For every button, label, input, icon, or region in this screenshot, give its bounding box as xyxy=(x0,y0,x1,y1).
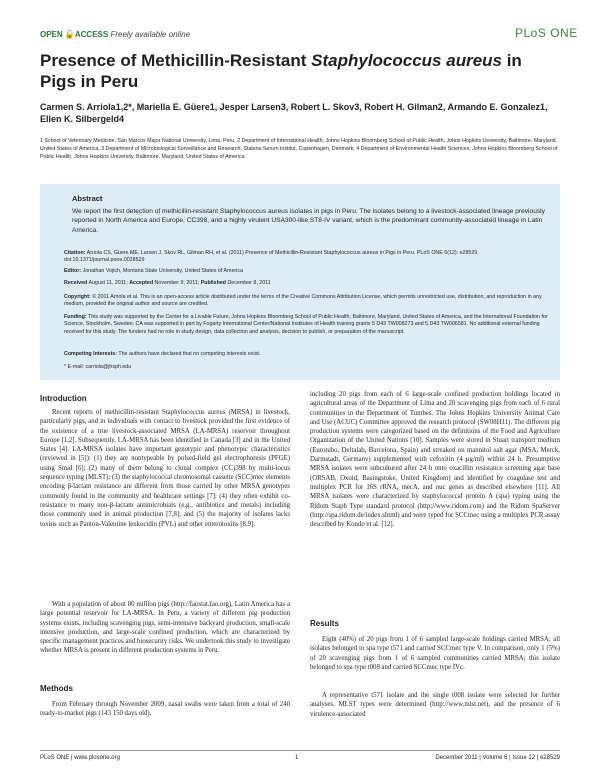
introduction-heading: Introduction xyxy=(40,394,87,403)
footer-issue: December 2011 | Volume 6 | Issue 12 | e28529 xyxy=(435,755,560,761)
journal-logo: PLoS ONE xyxy=(515,26,578,40)
results-paragraph-2: A representative t571 isolate and the single t008 isolate were selected for further analyses. MLST types were determined (http://www.mlst.net), and the presence of 6 virulence-associated xyxy=(310,692,560,718)
footer-divider xyxy=(40,750,560,751)
email[interactable]: * E-mail: carriola@jhsph.edu xyxy=(64,364,132,370)
methods-heading: Methods xyxy=(40,684,73,693)
affiliations: 1 School of Veterinary Medicine, San Marcos Major National University, Lima, Peru, 2 Department of International Health, Johns Hopkins Bloomberg School of Public Health, Johns Hopkins University, Baltimore, Maryland, United States of America, 3 Department of Microbiological Surveillance and Research, Statens Serum Institut, Copenhagen, Denmark, 4 Department of Environmental Health Sciences, Johns Hopkins Bloomberg School of Public Health, Johns Hopkins University, Baltimore, Maryland, United States of America xyxy=(40,138,558,160)
methods-paragraph-1: From February through November 2009, nasal swabs were taken from a total of 240 ready-to-market pigs (143 150 days old), xyxy=(40,701,290,718)
intro-paragraph-2: With a population of about 80 million pigs (http://faostat.fao.org), Latin America has a large potential reservoir for LA-MRSA. In Peru, a variety of different pig production systems exists, including scavenging pigs, semi-intensive backyard production, small-scale intensive production, and large-scale confined production, which are characterized by specific management practices and biosecurity risks. We undertook this study to investigate whether MRSA is present in different production systems in Peru. xyxy=(40,601,290,655)
results-paragraph-1: Eight (40%) of 20 pigs from 1 of 6 sampled large-scale holdings carried MRSA; all isolates belonged to spa type t571 and carried SCCmec type V. In comparison, only 1 (5%) of 20 scavenging pigs from 1 of 6 sampled communities carried MRSA; this isolate belonged to spa type t008 and carried SCCmec type IVc. xyxy=(310,636,560,671)
methods-paragraph-2: including 20 pigs from each of 6 large-scale confined production holdings located in agricultural areas of the Department of Lima and 20 scavenging pigs from each of 6 rural communities in the Department of Tumbes. The Johns Hopkins University Animal Care and Use (ACUC) Committee approved the research protocol (SW08H11). The different pig production systems were categorized based on the definitions of the Food and Agriculture Organization of the United Nations [10]. Samples were stored in Stuart transport medium (Eurotubo, Deltalab, Barcelona, Spain) and streaked on mannitol salt agar (MSA, Merck, Darmstadt, Germany) supplemented with cefoxitin (4 μg/ml) within 24 h. Presumptive MRSA isolates were subcultured after 24 h onto oxacillin resistance screening agar base (ORSAB, Oxoid, Basingstoke, United Kingdom) and identified by coagulase test and multiplex PCR for 16S rRNA, mecA, and nuc genes as described elsewhere [11]. All MRSA isolates were characterized by staphylococcal protein A (spa) typing using the Ridom Staph Type standard protocol (http://www.ridom.com) and the Ridom SpaServer (http://spa.ridom.de/index.shtml) and were typed for SCCmec using a multiplex PCR assay described by Kondo et al. [12]. xyxy=(310,391,560,529)
page-footer xyxy=(40,755,560,761)
author-list: Carmen S. Arriola1,2*, Mariella E. Güere1, Jesper Larsen3, Robert L. Skov3, Robert H. Gilman2, Armando E. Gonzalez1, Ellen K. Silbergeld4 xyxy=(40,102,548,124)
open-access-badge: OPEN 🔓ACCESS Freely available online xyxy=(40,30,191,39)
competing-interests: Competing Interests: The authors have declared that no competing interests exist. xyxy=(64,351,261,357)
editor: Editor: Jonathan Vojich, Montana State University, United States of America xyxy=(64,268,243,274)
funding: Funding: This study was supported by the Center for a Livable Future, Johns Hopkins Bloomberg School of Public Health, Baltimore, Maryland, United States of America, and the International Foundation for Science, Stockholm, Sweden. CA was supported in part by Fogarty International Center/National Institutes of Health training grants 5 D43 TW008273 and 5 D43 TW006581. No additional external funding received for this study. The funders had no role in study design, data collection and analysis, decision to publish, or preparation of the manuscript. xyxy=(64,314,548,335)
article-title: Presence of Methicillin-Resistant Staphylococcus aureus in Pigs in Peru xyxy=(40,51,522,91)
footer-journal[interactable]: PLoS ONE | www.plosone.org xyxy=(40,755,120,761)
page-number: 1 xyxy=(295,755,299,761)
open-access-lock-icon: 🔓 xyxy=(64,30,75,39)
dates: Received August 11, 2011; Accepted November 9, 2011; Published December 8, 2011 xyxy=(64,280,271,286)
copyright: Copyright: © 2011 Arriola et al. This is an open-access article distributed under the terms of the Creative Commons Attribution License, which permits unrestricted use, distribution, and reproduction in any medium, provided the original author and source are credited. xyxy=(64,294,542,308)
abstract-heading: Abstract xyxy=(72,194,103,203)
results-heading: Results xyxy=(310,619,339,628)
abstract-text: We report the first detection of methicillin-resistant Staphylococcus aureus isolates in pigs in Peru. The isolates belong to a livestock-associated lineage previously reported in North America and Europe, CC398, and a highly virulent USA300-like ST8-IV variant, which is the predominant community-associated lineage in Latin America. xyxy=(72,208,545,234)
intro-paragraph-1: Recent reports of methicillin-resistant Staphylococcus aureus (MRSA) in livestock, particularly pigs, and in individuals with contact to livestock provided the first evidence of the existence of a true livestock-associated MRSA (LA-MRSA) reservoir throughout Europe [1,2]. Subsequently, LA-MRSA has been identified in Canada [3] and in the United States [4]. LA-MRSA isolates have important genotypic and phenotypic characteristics (reviewed in [5]): (1) they are nontypeable by pulsed-field gel electrophoresis (PFGE) using SmaI [6]; (2) many of them belong to clonal complex (CC)398 by multi-locus sequence typing (MLST); (3) the staphylococcal chromosomal cassette (SCC)mec elements encoding β-lactam resistance are different from those carried by other MRSA genotypes commonly found in the community and healthcare settings [7]; (4) they often exhibit co-resistance to many non-β-lactam antimicrobials (e.g., antibiotics and metals) including those commonly used in animal production [7,8]; and (5) the majority of isolates lacks toxins such as Panton-Valentine leukocidin (PVL) and other enterotoxins [8,9]. xyxy=(40,409,290,528)
citation: Citation: Arriola CS, Güere ME, Larsen J, Skov RL, Gilman RH, et al. (2011) Presence of Methicillin-Resistant Staphylococcus aureus in Pigs in Peru. PLoS ONE 6(12): e28529. doi:10.1371/journal.pone.0028529 xyxy=(64,250,479,264)
